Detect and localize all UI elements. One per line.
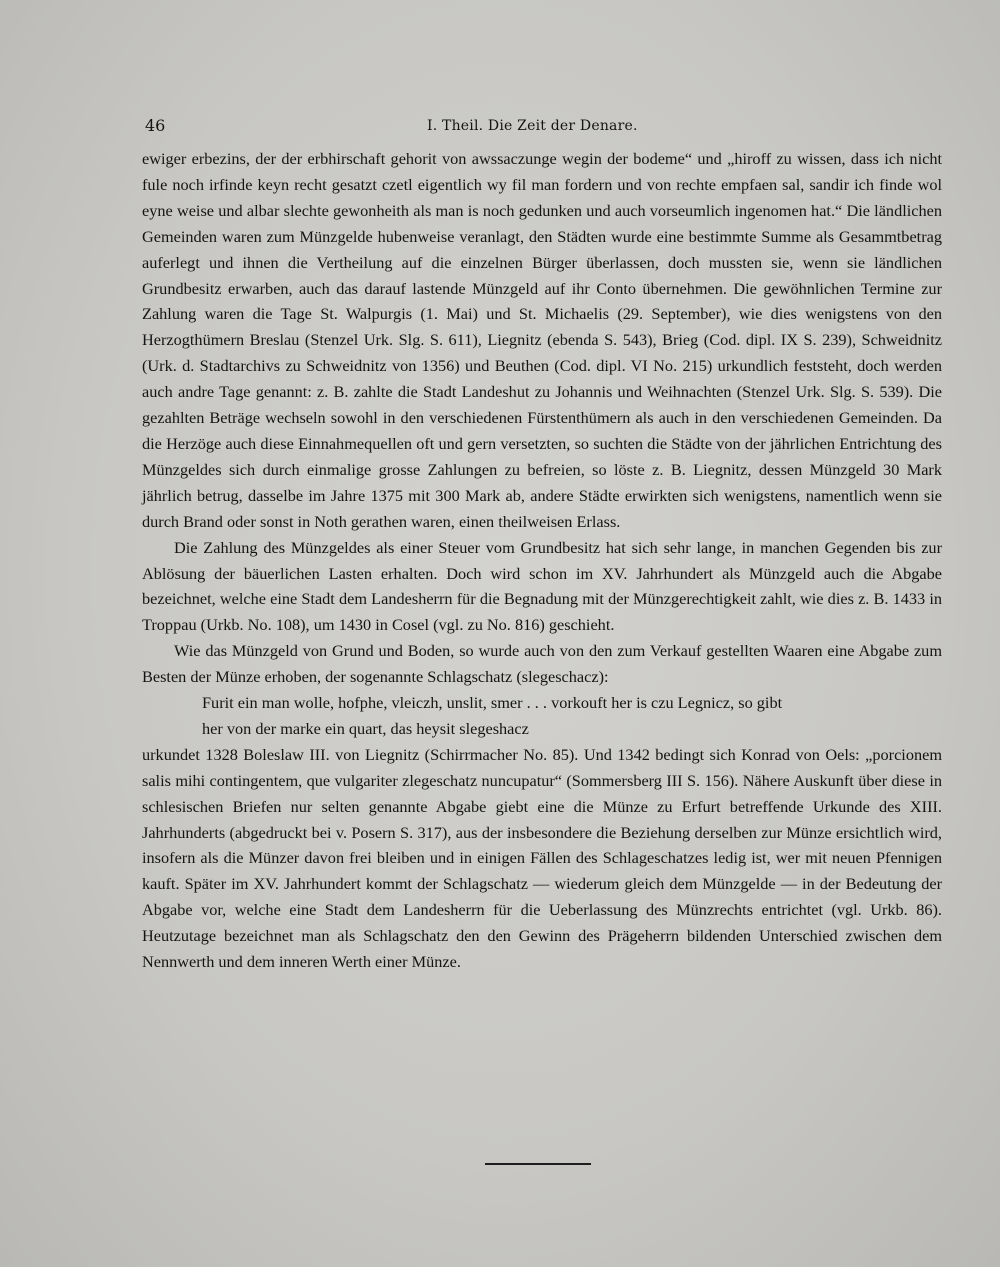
- paragraph-3: Wie das Münzgeld von Grund und Boden, so wurde auch von den zum Verkauf gestellten Waaren eine Abgabe zum Besten der Münze erhoben, der sogenannte Schlagschatz (slegeschacz):: [142, 641, 942, 687]
- footnote-separator-rule: [485, 1163, 591, 1165]
- running-title: I. Theil. Die Zeit der Denare.: [427, 118, 638, 134]
- paragraph-2: Die Zahlung des Münzgeldes als einer Steuer vom Grundbesitz hat sich sehr lange, in manchen Gegenden bis zur Ablösung der bäuerlichen Lasten erhalten. Doch wird schon im XV. Jahrhundert als Münzgeld auch die Abgabe bezeichnet, welche eine Stadt dem Landesherrn für die Begnadung mit der Münzgerechtigkeit zahlt, wie dies z. B. 1433 in Troppau (Urkb. No. 108), um 1430 in Cosel (vgl. zu No. 816) geschieht.: [142, 537, 942, 635]
- block-quote-line-1: Furit ein man wolle, hofphe, vleiczh, unslit, smer . . . vorkouft her is czu Legnicz, so gibt: [202, 693, 783, 713]
- paragraph-1: ewiger erbezins, der der erbhirschaft gehorit von awssaczunge wegin der bodeme“ und „hiroff zu wissen, dass ich nicht fule noch irfinde keyn recht gesatzt czetl eigentlich wy fil man fordern und von rechte empfaen sal, sandir ich finde wol eyne weise und albar slechte gewonheith als man is noch gedunken und auch vorseumlich ingenomen hat.“ Die ländlichen Gemeinden waren zum Münzgelde hubenweise veranlagt, den Städten wurde eine bestimmte Summe als Gesammtbetrag auferlegt und ihnen die Vertheilung auf die einzelnen Bürger überlassen, doch mussten sie, wenn sie ländlichen Grundbesitz erwarben, auch das darauf lastende Münzgeld auf ihr Conto übernehmen. Die gewöhnlichen Termine zur Zahlung waren die Tage St. Walpurgis (1. Mai) und St. Michaelis (29. September), wie dies wenigstens von den Herzogthümern Breslau (Stenzel Urk. Slg. S. 611), Liegnitz (ebenda S. 543), Brieg (Cod. dipl. IX S. 239), Schweidnitz (Urk. d. Stadtarchivs zu Schweidnitz von 1356) und Beuthen (Cod. dipl. VI No. 215) urkundlich feststeht, doch werden auch andre Tage genannt: z. B. zahlte die Stadt Landeshut zu Johannis und Weihnachten (Stenzel Urk. Slg. S. 539). Die gezahlten Beträge wechseln sowohl in den verschiedenen Fürstenthümern als auch in den verschiedenen Gemeinden. Da die Herzöge auch diese Einnahmequellen oft und gern versetzten, so suchten die Städte von der jährlichen Entrichtung des Münzgeldes sich durch einmalige grosse Zahlungen zu befreien, so löste z. B. Liegnitz, dessen Münzgeld 30 Mark jährlich betrug, dasselbe im Jahre 1375 mit 300 Mark ab, andere Städte erwirkten sich wenigstens, namentlich wenn sie durch Brand oder sonst in Noth gerathen waren, einen theilweisen Erlass.: [142, 149, 942, 531]
- paragraph-4: urkundet 1328 Boleslaw III. von Liegnitz (Schirrmacher No. 85). Und 1342 bedingt sich Konrad von Oels: „porcionem salis mihi contingentem, que vulgariter zlegeschatz nuncupatur“ (Sommersberg III S. 156). Nähere Auskunft über diese in schlesischen Briefen nur selten genannte Abgabe giebt eine die Münze zu Erfurt betreffende Urkunde des XIII. Jahrhunderts (abgedruckt bei v. Posern S. 317), aus der insbesondere die Beziehung derselben zur Münze ersichtlich wird, insofern als die Münzer davon frei bleiben und in einigen Fällen des Schlageschatzes ledig ist, wer mit neuen Pfennigen kauft. Später im XV. Jahrhundert kommt der Schlagschatz — wiederum gleich dem Münzgelde — in der Bedeutung der Abgabe vor, welche eine Stadt dem Landesherrn für die Ueberlassung des Münzrechts entrichtet (vgl. Urkb. 86). Heutzutage bezeichnet man als Schlagschatz den den Gewinn des Prägeherrn bildenden Unterschied zwischen dem Nennwerth und dem inneren Werth einer Münze.: [142, 744, 942, 972]
- page-number: 46: [145, 116, 166, 135]
- block-quote-line-2: her von der marke ein quart, das heysit slegeshacz: [202, 718, 529, 738]
- body-text: [142, 146, 942, 975]
- page-header: [145, 116, 665, 138]
